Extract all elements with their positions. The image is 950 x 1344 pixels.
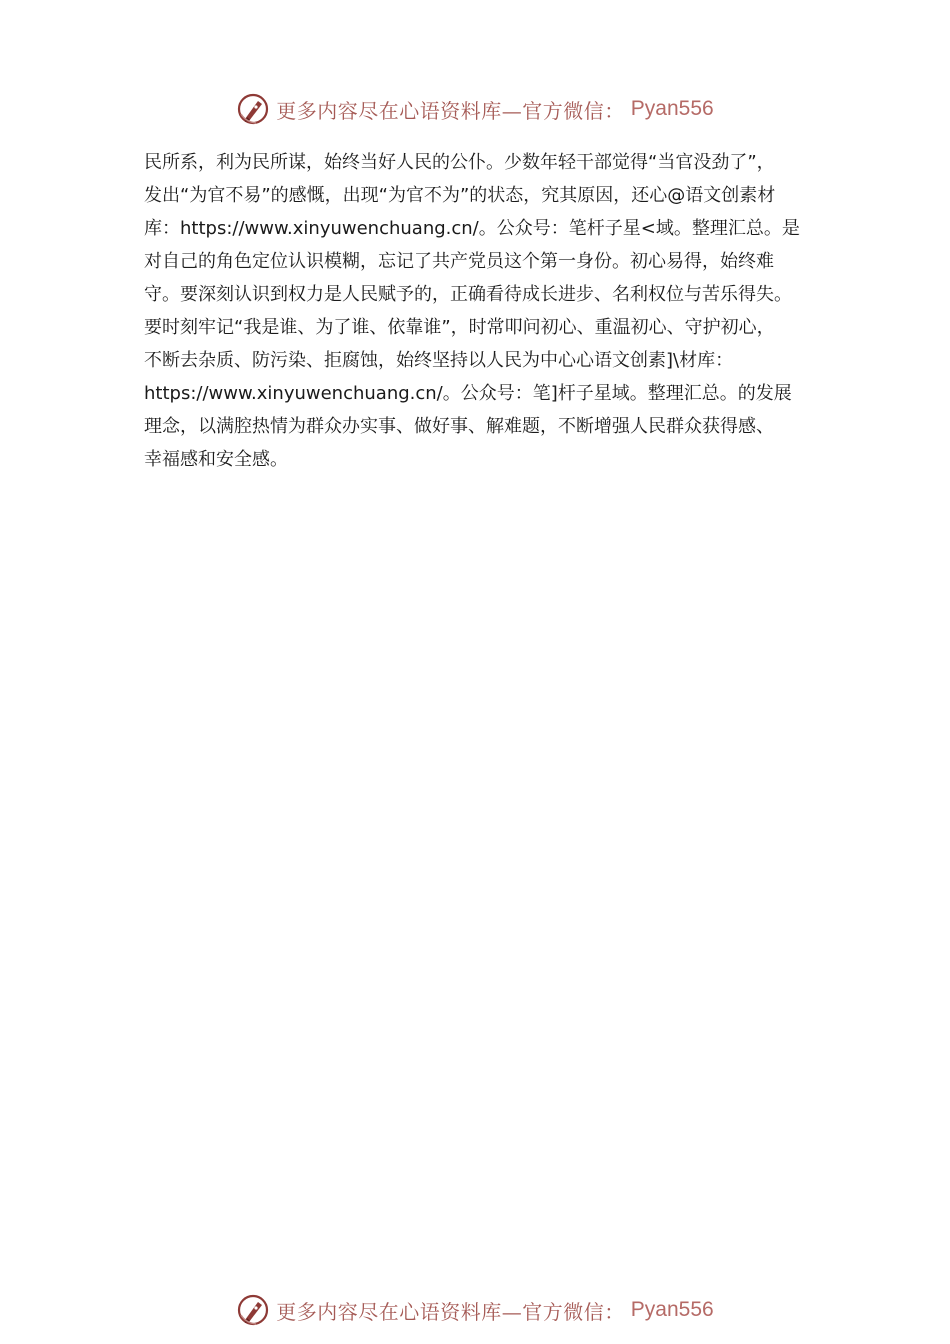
header-slogan: 更多内容尽在心语资料库—官方微信： [276,98,625,123]
body-line: 理念，以满腔热情为群众办实事、做好事、解难题，不断增强人民群众获得感、 [144,416,774,437]
body-line: 库：https://www.xinyuwenchuang.cn/。公众号：笔杆子星<域。整理汇总。是 [144,218,800,239]
header-banner [0,89,950,129]
body-line: 发出“为官不易”的感慨，出现“为官不为”的状态，究其原因，还心@语文创素材 [144,185,776,206]
body-line: https://www.xinyuwenchuang.cn/。公众号：笔]杆子星域。整理汇总。的发展 [144,383,792,404]
footer-wechat-handle: Pyan556 [630,1298,714,1321]
body-line: 民所系，利为民所谋，始终当好人民的公仆。少数年轻干部觉得“当官没劲了”， [144,152,775,173]
body-line: 守。要深刻认识到权力是人民赋予的，正确看待成长进步、名利权位与苦乐得失。 [144,284,792,305]
body-line: 对自己的角色定位认识模糊，忘记了共产党员这个第一身份。初心易得，始终难 [144,251,774,272]
body-line: 不断去杂质、防污染、拒腐蚀，始终坚持以人民为中心心语文创素]\材库： [144,350,734,371]
body-line: 幸福感和安全感。 [144,449,288,470]
pen-nib-logo-icon [236,92,270,126]
body-text [144,146,824,476]
body-line: 要时刻牢记“我是谁、为了谁、依靠谁”，时常叩问初心、重温初心、守护初心， [144,317,775,338]
header-wechat-handle: Pyan556 [630,97,714,120]
pen-nib-logo-icon [236,1293,270,1327]
footer-slogan: 更多内容尽在心语资料库—官方微信： [276,1299,625,1324]
footer-banner [0,1290,950,1330]
